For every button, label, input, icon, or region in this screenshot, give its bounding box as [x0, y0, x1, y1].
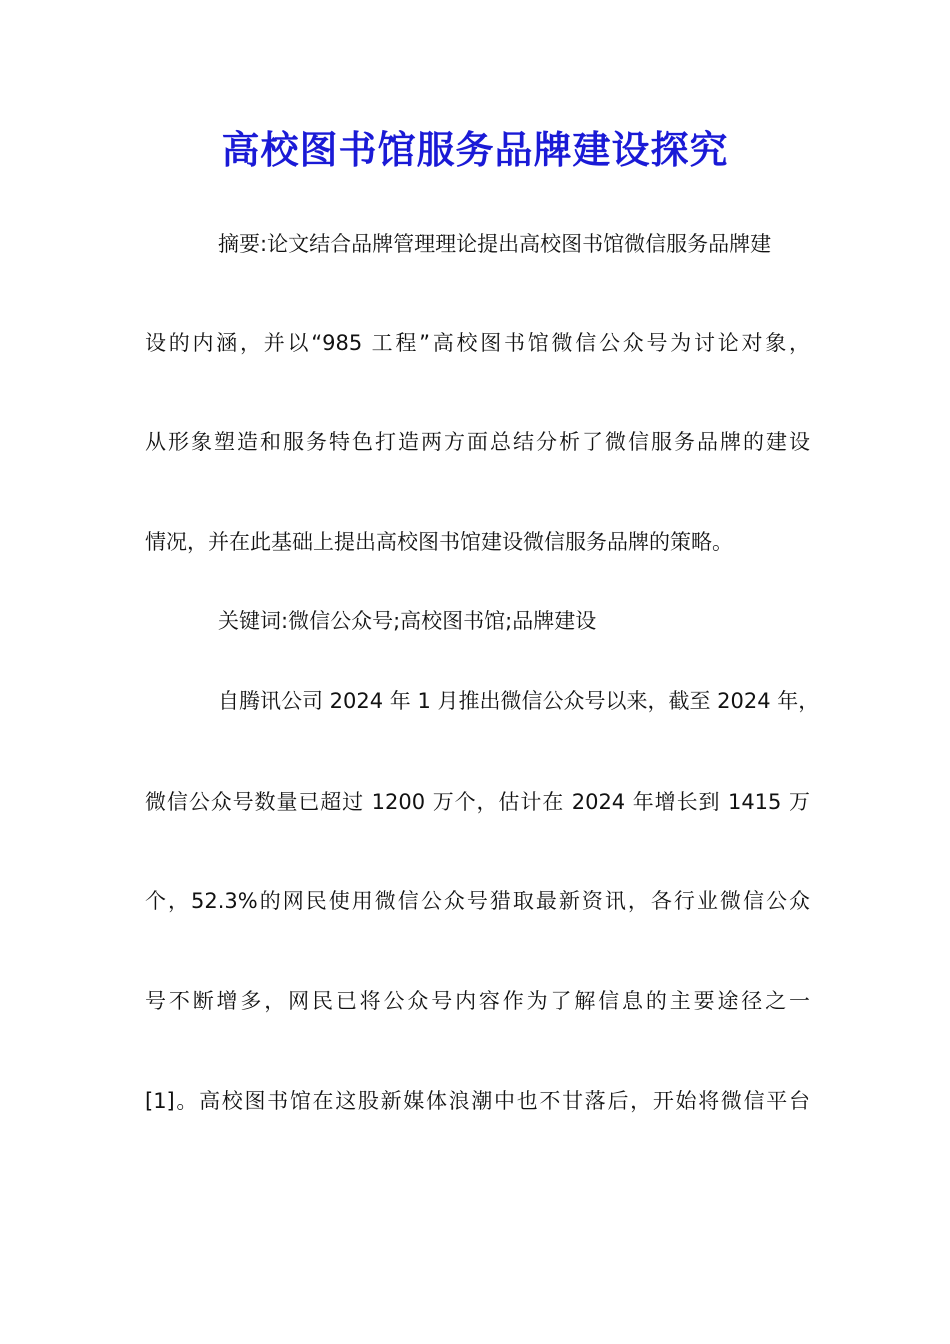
text-line: 自腾讯公司 2024 年 1 月推出微信公众号以来，截至 2024 年，: [218, 689, 820, 713]
text-line: [1]。高校图书馆在这股新媒体浪潮中也不甘落后，开始将微信平台: [145, 1089, 810, 1113]
text-line: 设的内涵，并以“985 工程”高校图书馆微信公众号为讨论对象，: [145, 331, 810, 355]
text-line: 微信公众号数量已超过 1200 万个，估计在 2024 年增长到 1415 万: [145, 790, 810, 814]
keywords-line: 关键词:微信公众号;高校图书馆;品牌建设: [218, 609, 597, 633]
text-line: 情况，并在此基础上提出高校图书馆建设微信服务品牌的策略。: [145, 530, 733, 554]
text-line: 个，52.3%的网民使用微信公众号猎取最新资讯，各行业微信公众: [145, 889, 810, 913]
text-line: 从形象塑造和服务特色打造两方面总结分析了微信服务品牌的建设: [145, 430, 810, 454]
document-title: 高校图书馆服务品牌建设探究: [221, 127, 729, 172]
text-line: 号不断增多，网民已将公众号内容作为了解信息的主要途径之一: [145, 989, 810, 1013]
text-line: 摘要:论文结合品牌管理理论提出高校图书馆微信服务品牌建: [218, 232, 772, 256]
